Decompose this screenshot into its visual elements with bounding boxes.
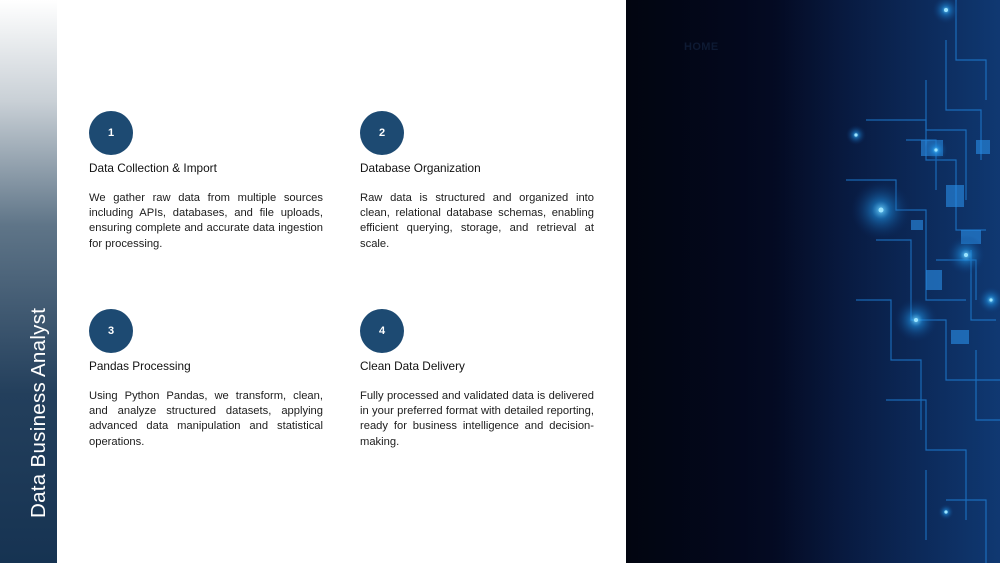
step-card-1 (89, 111, 323, 252)
sidebar (0, 0, 57, 563)
step-title: Clean Data Delivery (360, 359, 465, 373)
hero-circuit-image (626, 0, 1000, 563)
step-number-badge: 1 (89, 111, 133, 155)
step-number-badge: 3 (89, 309, 133, 353)
step-number-badge: 4 (360, 309, 404, 353)
step-title: Data Collection & Import (89, 161, 217, 175)
sidebar-title: Data Business Analyst (27, 307, 50, 518)
step-title: Database Organization (360, 161, 481, 175)
home-nav-link[interactable]: HOME (684, 41, 719, 53)
step-card-2 (360, 111, 594, 252)
step-card-4 (360, 309, 594, 450)
steps-section (57, 0, 627, 563)
step-description: Using Python Pandas, we transform, clean, and analyze structured datasets, applying advanced data manipulation and statistical operations. (89, 390, 323, 448)
step-description: Raw data is structured and organized into clean, relational database schemas, enabling efficient querying, storage, and retrieval at scale. (360, 192, 594, 250)
step-title: Pandas Processing (89, 359, 191, 373)
circuit-board-illustration (626, 0, 1000, 563)
step-description: We gather raw data from multiple sources including APIs, databases, and file uploads, ensuring complete and accurate data ingestion for processing. (89, 192, 323, 250)
step-card-3 (89, 309, 323, 450)
step-description: Fully processed and validated data is delivered in your preferred format with detailed reporting, ready for business intelligence and decision-making. (360, 390, 594, 448)
step-number-badge: 2 (360, 111, 404, 155)
